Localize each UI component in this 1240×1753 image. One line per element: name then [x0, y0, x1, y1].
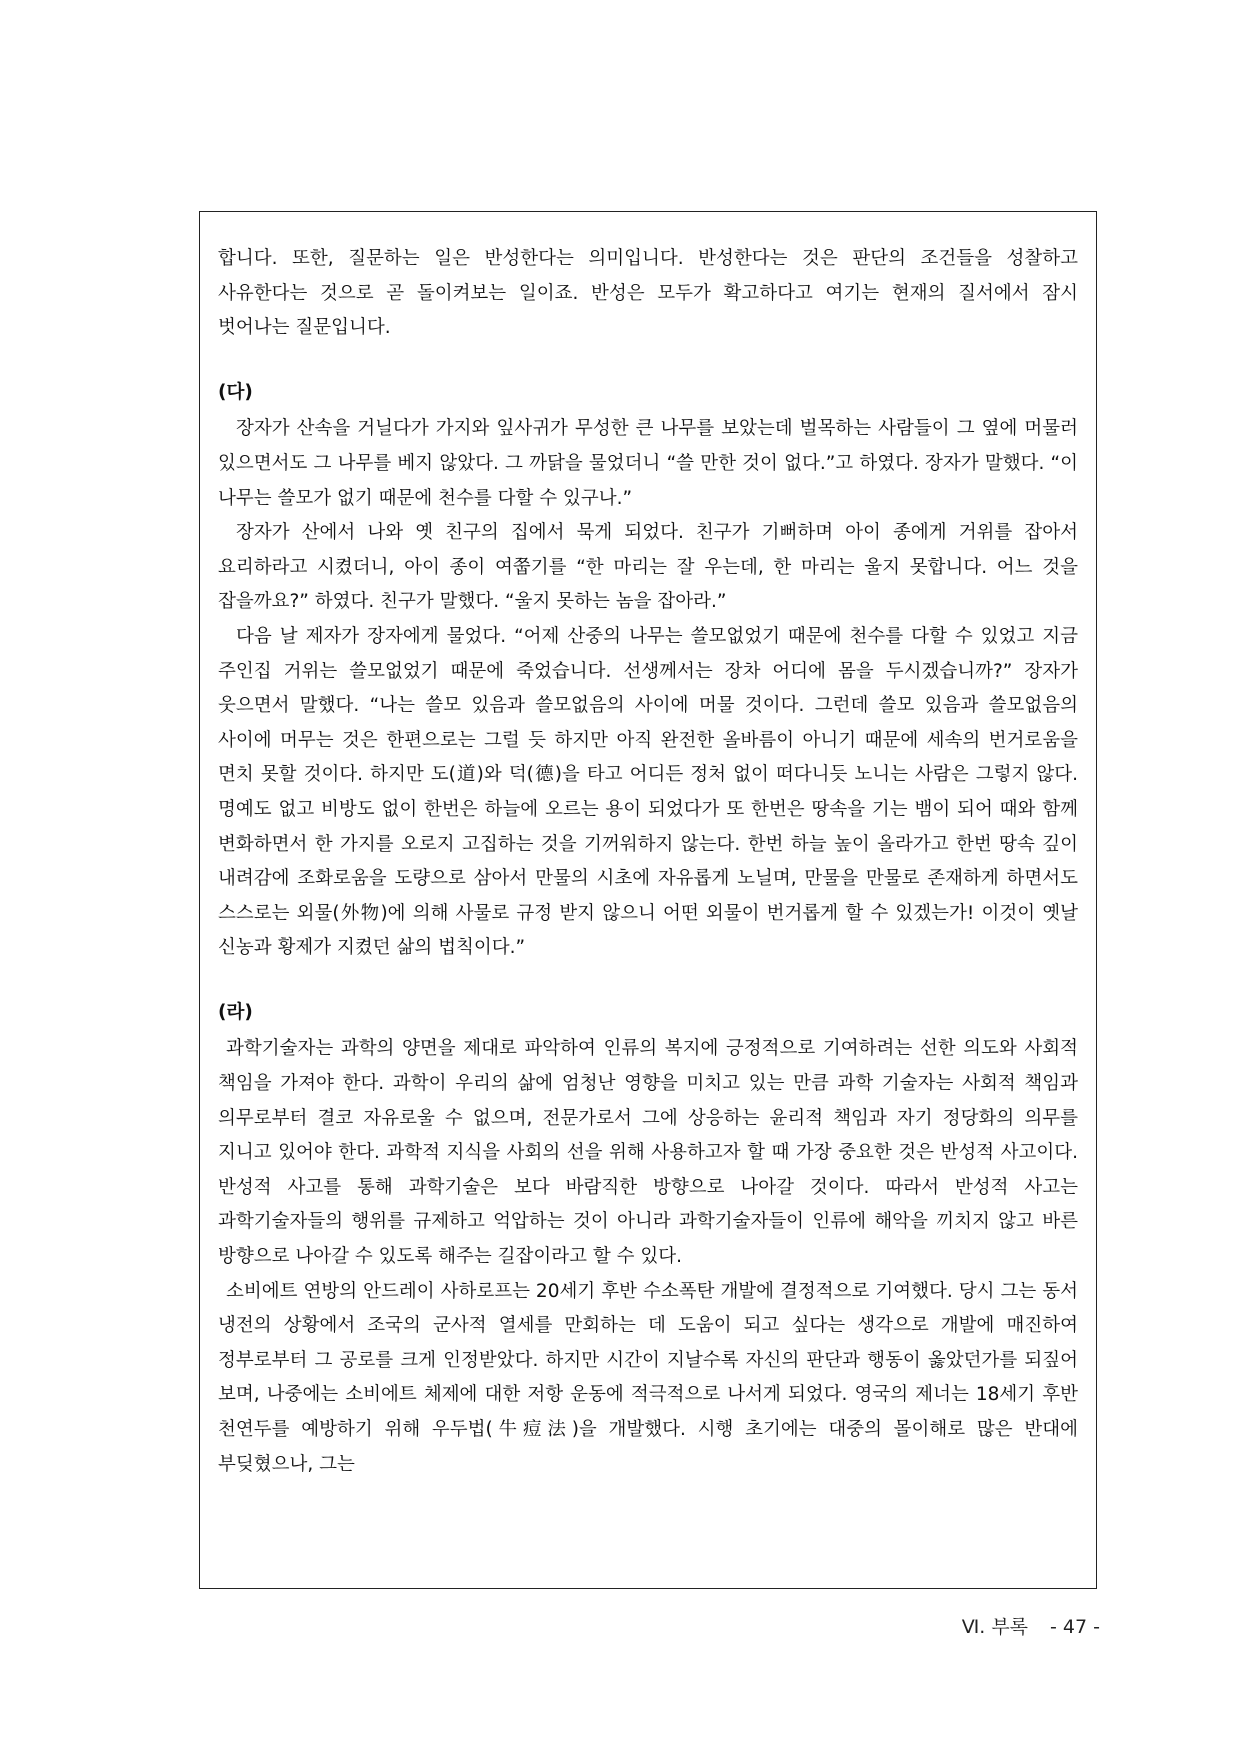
section-da-paragraph-3: 다음 날 제자가 장자에게 물었다. “어제 산중의 나무는 쓸모없었기 때문에 천수를 다할 수 있었고 지금 주인집 거위는 쓸모없었기 때문에 죽었습니다. 선생께서는 장차 어디에 몸을 두시겠습니까?” 장자가 웃으면서 말했다. “나는 쓸모 있음과 쓸모없음의 사이에 머물 것이다. 그런데 쓸모 있음과 쓸모없음의 사이에 머무는 것은 한편으로는 그럴 듯 하지만 아직 완전한 올바름이 아니기 때문에 세속의 번거로움을 면치 못할 것이다. 하지만 도(道)와 덕(德)을 타고 어디든 정처 없이 떠다니듯 노니는 사람은 그렇지 않다. 명예도 없고 비방도 없이 한번은 하늘에 오르는 용이 되었다가 또 한번은 땅속을 기는 뱀이 되어 때와 함께 변화하면서 한 가지를 오로지 고집하는 것을 기꺼워하지 않는다. 한번 하늘 높이 올라가고 한번 땅속 깊이 내려감에 조화로움을 도량으로 삼아서 만물의 시초에 자유롭게 노닐며, 만물을 만물로 존재하게 하면서도 스스로는 외물(外物)에 의해 사물로 규정 받지 않으니 어떤 외물이 번거롭게 할 수 있겠는가! 이것이 옛날 신농과 황제가 지켰던 삶의 법칙이다.” — [218, 625, 1078, 959]
section-heading-ra: (라) — [218, 1001, 253, 1023]
section-heading-da: (다) — [218, 381, 253, 403]
section-da-paragraph-1: 장자가 산속을 거닐다가 가지와 잎사귀가 무성한 큰 나무를 보았는데 벌목하는 사람들이 그 옆에 머물러 있으면서도 그 나무를 베지 않았다. 그 까닭을 물었더니 “쓸 만한 것이 없다.”고 하였다. 장자가 말했다. “이 나무는 쓸모가 없기 때문에 천수를 다할 수 있구나.” — [218, 418, 1079, 509]
intro-paragraph: 합니다. 또한, 질문하는 일은 반성한다는 의미입니다. 반성한다는 것은 판단의 조건들을 성찰하고 사유한다는 것으로 곧 돌이켜보는 일이죠. 반성은 모두가 확고하다고 여기는 현재의 질서에서 잠시 벗어나는 질문입니다. — [218, 248, 1078, 339]
content-box — [199, 211, 1097, 1589]
section-ra-paragraph-1: 과학기술자는 과학의 양면을 제대로 파악하여 인류의 복지에 긍정적으로 기여하려는 선한 의도와 사회적 책임을 가져야 한다. 과학이 우리의 삶에 엄청난 영향을 미치고 있는 만큼 과학 기술자는 사회적 책임과 의무로부터 결코 자유로울 수 없으며, 전문가로서 그에 상응하는 윤리적 책임과 자기 정당화의 의무를 지니고 있어야 한다. 과학적 지식을 사회의 선을 위해 사용하고자 할 때 가장 중요한 것은 반성적 사고이다. 반성적 사고를 통해 과학기술은 보다 바람직한 방향으로 나아갈 것이다. 따라서 반성적 사고는 과학기술자들의 행위를 규제하고 억압하는 것이 아니라 과학기술자들이 인류에 해악을 끼치지 않고 바른 방향으로 나아갈 수 있도록 해주는 길잡이라고 할 수 있다. — [218, 1038, 1078, 1268]
page-number: - 47 - — [1050, 1616, 1100, 1638]
footer-section-label: Ⅵ. 부록 — [961, 1616, 1029, 1638]
section-gap — [218, 966, 1078, 996]
section-gap — [218, 346, 1078, 376]
page-footer — [0, 1612, 1100, 1639]
section-ra-paragraph-2: 소비에트 연방의 안드레이 사하로프는 20세기 후반 수소폭탄 개발에 결정적으로 기여했다. 당시 그는 동서 냉전의 상황에서 조국의 군사적 열세를 만회하는 데 도움이 되고 싶다는 생각으로 개발에 매진하여 정부로부터 그 공로를 크게 인정받았다. 하지만 시간이 지날수록 자신의 판단과 행동이 옳았던가를 되짚어 보며, 나중에는 소비에트 체제에 대한 저항 운동에 적극적으로 나서게 되었다. 영국의 제너는 18세기 후반 천연두를 예방하기 위해 우두법(牛痘法)을 개발했다. 시행 초기에는 대중의 몰이해로 많은 반대에 부딪혔으나, 그는 — [218, 1280, 1078, 1475]
section-da-paragraph-2: 장자가 산에서 나와 옛 친구의 집에서 묵게 되었다. 친구가 기뻐하며 아이 종에게 거위를 잡아서 요리하라고 시켰더니, 아이 종이 여쭙기를 “한 마리는 잘 우는데, 한 마리는 울지 못합니다. 어느 것을 잡을까요?” 하였다. 친구가 말했다. “울지 못하는 놈을 잡아라.” — [218, 522, 1078, 613]
